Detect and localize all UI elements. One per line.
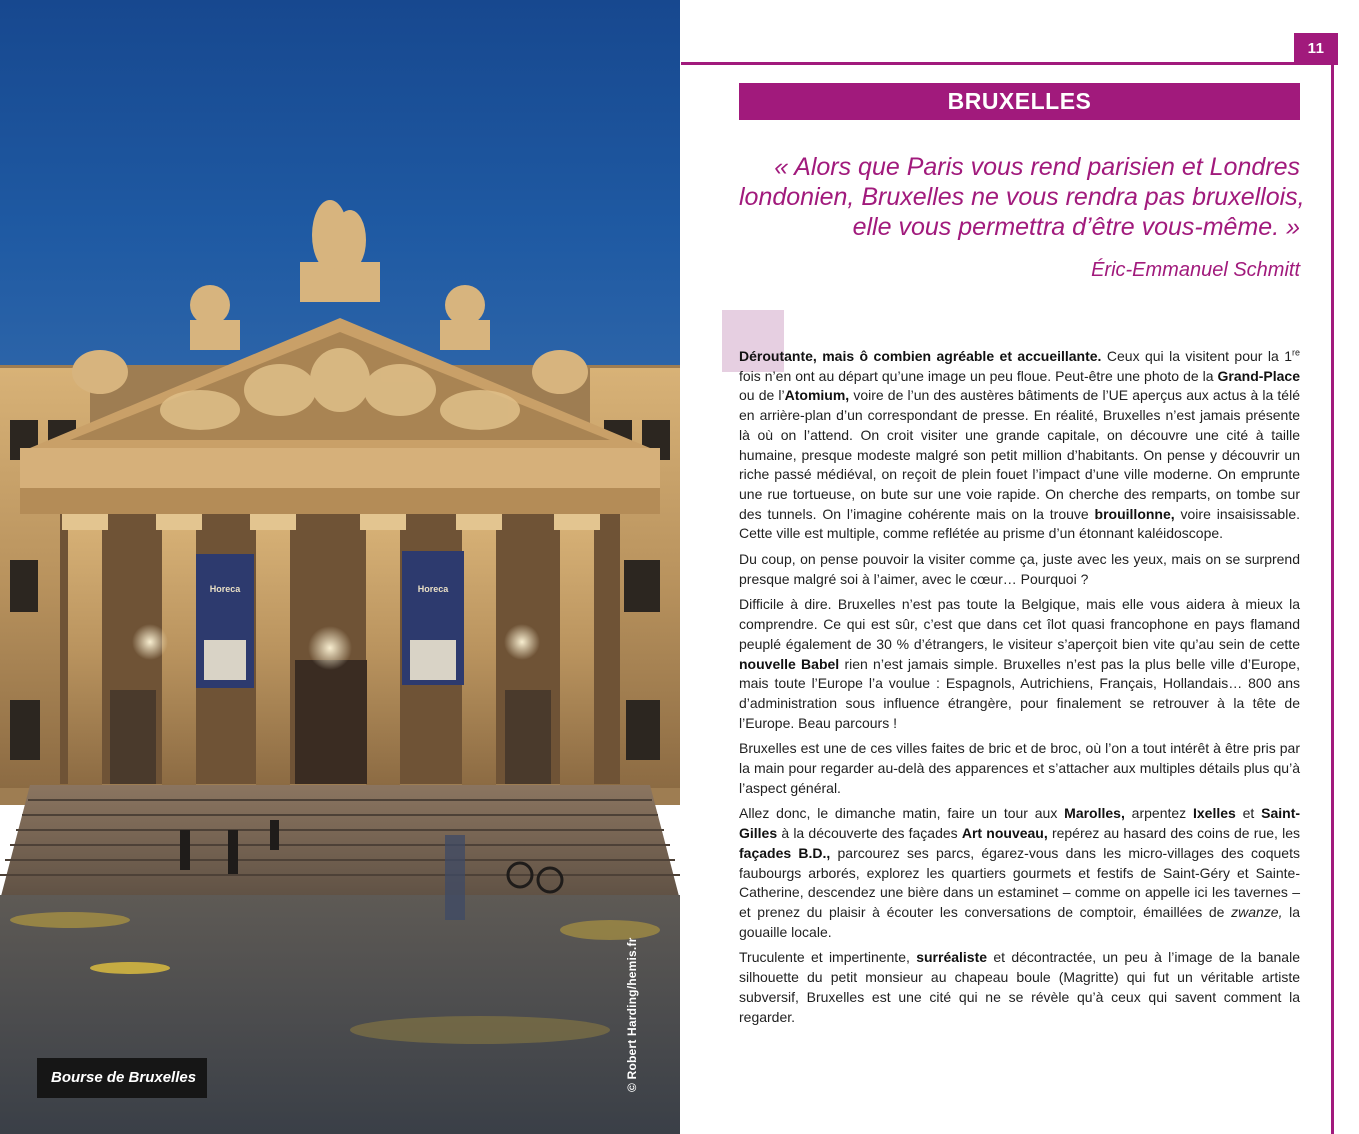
bold-phrase: Atomium, (784, 387, 850, 404)
quote-line: londonien, Bruxelles ne vous rendra pas bruxellois, (739, 183, 1305, 211)
body-text (739, 347, 1300, 1033)
text-run: ou de l’ (739, 387, 785, 404)
epigraph-quote (739, 152, 1305, 242)
text-run: rien n’est jamais simple. Bruxelles n’est pas la plus belle ville d’Europe, mais toute l’Europe l’a voulue : Espagnols, Autrichiens, Français, Hollandais… 800 ans d’administration sous influence étrangère, pour finalement se retrouver à la tête de l’Europe. Beau parcours ! (739, 655, 1300, 731)
bold-phrase: Grand-Place (1217, 367, 1300, 384)
paragraph-1 (739, 347, 1300, 544)
bold-phrase: nouvelle Babel (739, 655, 840, 672)
superscript: re (1291, 347, 1300, 358)
banner-right-text: Horeca (417, 584, 449, 594)
quote-author: Éric-Emmanuel Schmitt (1091, 259, 1300, 281)
bold-phrase: Déroutante, mais ô combien agréable et accueillante. (739, 348, 1102, 364)
paragraph-6 (739, 948, 1300, 1027)
banner-left-text: Horeca (209, 584, 241, 594)
text-run: voire insaisissable. Cette ville est multiple, comme reflétée au prisme d’un étonnant kaléidoscope. (739, 505, 1300, 542)
photo-credit: © Robert Harding/hemis.fr (625, 937, 639, 1092)
bold-phrase: Saint-Gilles (739, 805, 1301, 842)
text-run: à la découverte des façades (777, 825, 962, 842)
quote-line: elle vous permettra d’être vous-même. » (852, 213, 1300, 241)
bold-phrase: Marolles, (1064, 805, 1125, 822)
italic-word: zwanze, (1231, 903, 1283, 920)
bold-phrase: surréaliste (916, 949, 988, 966)
text-run: Truculente et impertinente, (739, 949, 917, 966)
text-run: Ceux qui la visitent pour la 1 (1101, 348, 1292, 364)
text-run: fois n’en ont au départ qu’une image un peu floue. Peut-être une photo de la (739, 367, 1218, 384)
text-run: Difficile à dire. Bruxelles n’est pas toute la Belgique, mais elle vous aidera à mieux la comprendre. Ce qui est sûr, c’est que dans cet îlot quasi francophone en pays flamand peuplé également de 30 % d’étrangers, le visiteur s’aperçoit bien vite qu’au sein de cette (739, 596, 1300, 652)
photo-caption: Bourse de Bruxelles (37, 1058, 207, 1098)
text-run: et (1235, 805, 1262, 822)
text-run: arpentez (1124, 805, 1193, 822)
paragraph-5 (739, 804, 1300, 942)
bold-phrase: Art nouveau, (961, 825, 1048, 842)
text-run: la gouaille locale. (739, 903, 1300, 940)
text-run: repérez au hasard des coins de rue, les (1047, 825, 1300, 842)
text-run: et décontractée, un peu à l’image de la banale silhouette du petit monsieur au chapeau boule (Magritte) qui fut un véritable artiste subversif, Bruxelles est une cité qui ne se révèle qu’à ceux qui savent comment la regarder. (739, 949, 1300, 1025)
page-number: 11 (1294, 33, 1338, 65)
page-title: BRUXELLES (739, 83, 1300, 120)
bold-phrase: façades B.D., (739, 844, 831, 861)
text-run: Allez donc, le dimanche matin, faire un tour aux (739, 805, 1065, 822)
paragraph-3 (739, 595, 1300, 733)
text-run: voire de l’un des austères bâtiments de l’UE aperçus aux actus à la télé en arrière-plan d’un correspondant de presse. En réalité, Bruxelles n’est jamais présente là où on l’attend. On croit visiter une grande capitale, on découvre une cité à taille humaine, presque modeste malgré son petit million d’habitants. On pense y découvrir un riche passé médiéval, on reçoit de plein fouet l’impact d’une ville moderne. On emprunte une rue tortueuse, on bute sur une voie rapide. On cherche des remparts, on tombe sur des tunnels. On l’imagine cohérente mais on la trouve (739, 387, 1300, 522)
bold-phrase: Ixelles (1192, 805, 1236, 822)
text-run: parcourez ses parcs, égarez-vous dans les micro-villages des coquets faubourgs arborés, explorez les quartiers gourmets et festifs de Saint-Géry et Sainte-Catherine, descendez une bière dans un estaminet – comme on appelle ici les tavernes – et prenez du plaisir à écouter les conversations de comptoir, émaillées de (739, 844, 1300, 920)
paragraph-2: Du coup, on pense pouvoir la visiter comme ça, juste avec les yeux, mais on se surprend presque malgré soi à l’aimer, avec le cœur… Pourquoi ? (739, 551, 1300, 587)
bold-phrase: brouillonne, (1094, 505, 1175, 522)
paragraph-4: Bruxelles est une de ces villes faites de bric et de broc, où l’on a tout intérêt à être pris par la main pour regarder au-delà des apparences et s’attacher aux multiples détails plus qu’à l’aspect général. (739, 740, 1300, 796)
quote-line: « Alors que Paris vous rend parisien et Londres (774, 153, 1300, 181)
